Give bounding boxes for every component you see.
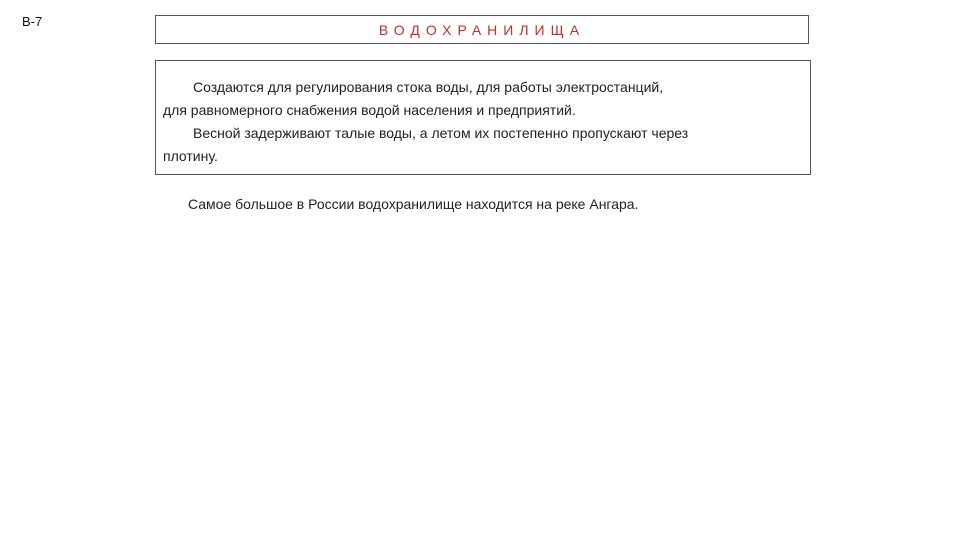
description-line-3: Весной задерживают талые воды, а летом их постепенно пропускают через [193,125,689,141]
slide-title: ВОДОХРАНИЛИЩА [378,21,586,38]
slide-label: В-7 [22,14,43,29]
title-box [155,15,809,44]
description-line-4: плотину. [163,148,218,164]
fact-text: Самое большое в России водохранилище находится на реке Ангара. [188,196,639,212]
description-line-2: для равномерного снабжения водой населения и предприятий. [163,102,576,118]
description-line-1: Создаются для регулирования стока воды, для работы электростанций, [193,79,664,95]
description-box [155,60,811,175]
